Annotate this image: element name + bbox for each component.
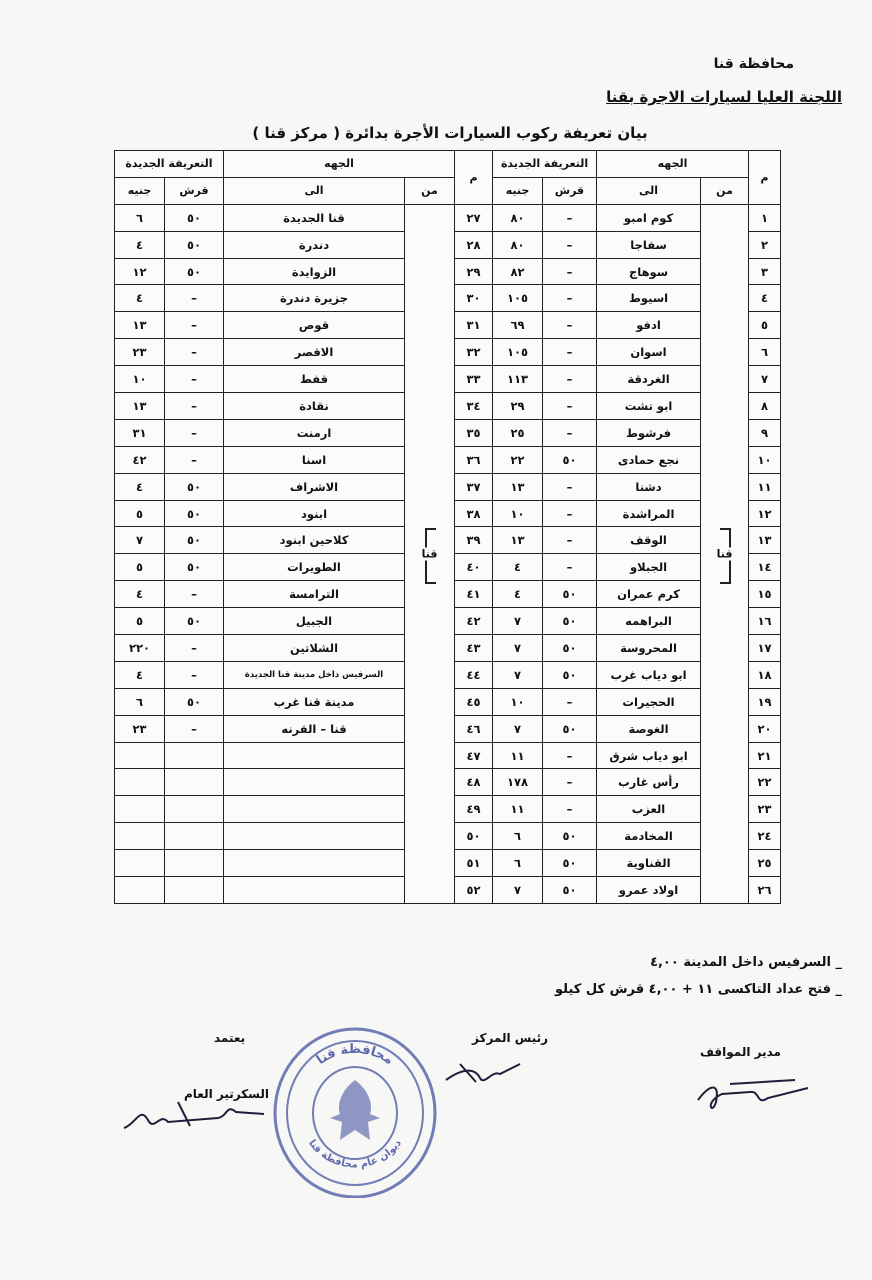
tariff-qirsh: ٥٠ — [543, 446, 597, 473]
header-pound-right: جنيه — [493, 177, 543, 204]
destination — [224, 742, 405, 769]
destination: اسوان — [597, 339, 701, 366]
destination: دشنا — [597, 473, 701, 500]
destination: المحروسة — [597, 635, 701, 662]
destination: كلاحين ابنود — [224, 527, 405, 554]
from-city-label: قنا — [421, 547, 438, 561]
tariff-pound — [115, 823, 165, 850]
service-note: _ السرفيس داخل المدينة ٤,٠٠ — [650, 955, 842, 970]
tariff-qirsh: – — [543, 527, 597, 554]
destination: الجبلاو — [597, 554, 701, 581]
tariff-qirsh: – — [543, 419, 597, 446]
destination: اولاد عمرو — [597, 877, 701, 904]
table-row — [115, 204, 781, 231]
destination: ارمنت — [224, 419, 405, 446]
tariff-qirsh: – — [165, 446, 224, 473]
destination: الترامسة — [224, 581, 405, 608]
seal-graphic — [270, 1018, 440, 1198]
tariff-pound: ١٣ — [493, 527, 543, 554]
row-number: ٣ — [749, 258, 781, 285]
header-pound-left: جنيه — [115, 177, 165, 204]
tariff-pound — [115, 850, 165, 877]
tariff-pound — [115, 742, 165, 769]
seal-top-text: محافظة قنا — [313, 1041, 396, 1069]
svg-text:ديوان عام محافظة قنا — [306, 1138, 404, 1171]
destination: نجع حمادى — [597, 446, 701, 473]
tariff-pound: ١٧٨ — [493, 769, 543, 796]
tariff-qirsh: – — [543, 688, 597, 715]
destination: ابو تشت — [597, 393, 701, 420]
destination: الاقصر — [224, 339, 405, 366]
row-number: ٢٠ — [749, 715, 781, 742]
tariff-pound: ٢٢٠ — [115, 635, 165, 662]
destination: مدينة قنا غرب — [224, 688, 405, 715]
tariff-qirsh: ٥٠ — [165, 258, 224, 285]
tariff-qirsh: – — [543, 742, 597, 769]
destination: اسيوط — [597, 285, 701, 312]
row-number: ١٢ — [749, 500, 781, 527]
tariff-pound: ١١ — [493, 742, 543, 769]
row-number: ٣٢ — [455, 339, 493, 366]
destination: كوم امبو — [597, 204, 701, 231]
destination: كرم عمران — [597, 581, 701, 608]
tariff-pound: ١٠٥ — [493, 285, 543, 312]
tariff-qirsh: – — [165, 312, 224, 339]
manager-signature — [690, 1072, 815, 1117]
row-number: ١٥ — [749, 581, 781, 608]
destination — [224, 769, 405, 796]
tariff-qirsh — [165, 823, 224, 850]
header-from-right: من — [701, 177, 749, 204]
tariff-pound — [115, 877, 165, 904]
governorate-seal — [270, 1018, 440, 1198]
tariff-qirsh: ٥٠ — [543, 581, 597, 608]
row-number: ٤٣ — [455, 635, 493, 662]
manager-label: مدير المواقف — [700, 1045, 781, 1059]
destination: الطويرات — [224, 554, 405, 581]
tariff-qirsh: – — [165, 366, 224, 393]
seal-bottom-text: ديوان عام محافظة قنا — [306, 1137, 404, 1171]
document-title: بيان تعريفة ركوب السيارات الأجرة بدائرة ( مركز قنا ) — [252, 124, 648, 142]
row-number: ٥٢ — [455, 877, 493, 904]
tariff-pound: ٦ — [493, 850, 543, 877]
tariff-qirsh: ٥٠ — [165, 608, 224, 635]
committee-header: اللجنة العليا لسيارات الاجرة بقنا — [606, 88, 842, 106]
destination: دندرة — [224, 231, 405, 258]
tariff-qirsh: ٥٠ — [165, 231, 224, 258]
tariff-qirsh: – — [543, 473, 597, 500]
destination: الحجيرات — [597, 688, 701, 715]
tariff-pound: ١٣ — [115, 312, 165, 339]
destination: ابنود — [224, 500, 405, 527]
tariff-pound: ٨٠ — [493, 204, 543, 231]
tariff-qirsh: ٥٠ — [165, 554, 224, 581]
destination: الوقف — [597, 527, 701, 554]
row-number: ٥٠ — [455, 823, 493, 850]
tariff-qirsh: ٥٠ — [543, 715, 597, 742]
tariff-qirsh: – — [165, 285, 224, 312]
destination: البراهمه — [597, 608, 701, 635]
header-direction-right: الجهه — [597, 151, 749, 178]
center-head-signature — [440, 1052, 525, 1092]
from-cell-left — [405, 204, 455, 903]
destination: جزيرة دندرة — [224, 285, 405, 312]
destination: ابو دياب شرق — [597, 742, 701, 769]
tariff-pound: ٤٢ — [115, 446, 165, 473]
tariff-pound: ٧ — [493, 715, 543, 742]
row-number: ٣٩ — [455, 527, 493, 554]
row-number: ٤٠ — [455, 554, 493, 581]
header-qirsh-left: قرش — [165, 177, 224, 204]
row-number: ١٠ — [749, 446, 781, 473]
tariff-pound: ٤ — [115, 661, 165, 688]
row-number: ٤ — [749, 285, 781, 312]
tariff-pound: ٢٣ — [115, 339, 165, 366]
tariff-pound: ٦ — [493, 823, 543, 850]
header-to-right: الى — [597, 177, 701, 204]
header-tariff-right: التعريفة الجديدة — [493, 151, 597, 178]
row-number: ٢٥ — [749, 850, 781, 877]
destination: قفط — [224, 366, 405, 393]
tariff-qirsh — [165, 796, 224, 823]
row-number: ٤٤ — [455, 661, 493, 688]
tariff-pound — [115, 796, 165, 823]
row-number: ٢٩ — [455, 258, 493, 285]
destination — [224, 877, 405, 904]
tariff-qirsh — [165, 769, 224, 796]
tariff-qirsh: – — [165, 419, 224, 446]
tariff-qirsh: ٥٠ — [543, 850, 597, 877]
row-number: ٤٧ — [455, 742, 493, 769]
tariff-pound: ٧ — [493, 877, 543, 904]
destination — [224, 850, 405, 877]
row-number: ١ — [749, 204, 781, 231]
header-from-left: من — [405, 177, 455, 204]
destination: الاشراف — [224, 473, 405, 500]
row-number: ٢٤ — [749, 823, 781, 850]
tariff-table — [114, 150, 781, 904]
tariff-qirsh: – — [165, 581, 224, 608]
destination: اسنا — [224, 446, 405, 473]
row-number: ٢١ — [749, 742, 781, 769]
tariff-qirsh: – — [543, 231, 597, 258]
destination: قنا الجديدة — [224, 204, 405, 231]
svg-text:محافظة قنا — [314, 1042, 396, 1068]
destination: ادفو — [597, 312, 701, 339]
tariff-qirsh: – — [165, 661, 224, 688]
tariff-pound: ١٢ — [115, 258, 165, 285]
tariff-pound: ٤ — [115, 231, 165, 258]
header-tariff-left: التعريفة الجديدة — [115, 151, 224, 178]
tariff-qirsh: – — [543, 258, 597, 285]
tariff-qirsh: ٥٠ — [543, 608, 597, 635]
tariff-qirsh: ٥٠ — [165, 500, 224, 527]
destination: ابو دياب غرب — [597, 661, 701, 688]
tariff-pound: ٤ — [493, 581, 543, 608]
row-number: ١١ — [749, 473, 781, 500]
row-number: ٣٤ — [455, 393, 493, 420]
tariff-pound: ٧ — [493, 635, 543, 662]
destination: فرشوط — [597, 419, 701, 446]
destination: نقادة — [224, 393, 405, 420]
tariff-pound: ٣١ — [115, 419, 165, 446]
destination: سفاجا — [597, 231, 701, 258]
destination: سوهاج — [597, 258, 701, 285]
secretary-label: السكرتير العام — [184, 1087, 270, 1101]
tariff-qirsh — [165, 850, 224, 877]
header-number-left: م — [455, 151, 493, 205]
tariff-qirsh: – — [543, 500, 597, 527]
tariff-qirsh: – — [543, 554, 597, 581]
header-qirsh-right: قرش — [543, 177, 597, 204]
tariff-pound: ٧ — [493, 661, 543, 688]
taxi-note: _ فتح عداد التاكسى ١١ + ٤,٠٠ قرش كل كيلو — [555, 982, 842, 997]
tariff-qirsh — [165, 877, 224, 904]
tariff-pound: ٤ — [493, 554, 543, 581]
destination: قوص — [224, 312, 405, 339]
tariff-pound: ١١ — [493, 796, 543, 823]
row-number: ٣٥ — [455, 419, 493, 446]
row-number: ٧ — [749, 366, 781, 393]
tariff-qirsh: – — [165, 715, 224, 742]
tariff-pound: ٢٩ — [493, 393, 543, 420]
tariff-qirsh: – — [165, 339, 224, 366]
tariff-qirsh: ٥٠ — [165, 204, 224, 231]
row-number: ٨ — [749, 393, 781, 420]
tariff-pound: ١٠ — [115, 366, 165, 393]
row-number: ١٧ — [749, 635, 781, 662]
tariff-qirsh: ٥٠ — [543, 661, 597, 688]
destination — [224, 823, 405, 850]
tariff-pound: ٤ — [115, 285, 165, 312]
tariff-qirsh: ٥٠ — [543, 635, 597, 662]
header-to-left: الى — [224, 177, 405, 204]
secretary-signature — [118, 1092, 268, 1137]
row-number: ٣٧ — [455, 473, 493, 500]
header-direction-left: الجهه — [224, 151, 455, 178]
row-number: ١٨ — [749, 661, 781, 688]
tariff-qirsh: – — [543, 366, 597, 393]
row-number: ٥ — [749, 312, 781, 339]
tariff-pound: ١١٣ — [493, 366, 543, 393]
tariff-pound: ١٠ — [493, 688, 543, 715]
destination: السرفيس داخل مدينة قنا الجديدة — [224, 661, 405, 688]
row-number: ٤٢ — [455, 608, 493, 635]
destination — [224, 796, 405, 823]
destination: الشلاتين — [224, 635, 405, 662]
tariff-pound: ٦٩ — [493, 312, 543, 339]
row-number: ١٩ — [749, 688, 781, 715]
destination: المخادمة — [597, 823, 701, 850]
tariff-qirsh: ٥٠ — [165, 473, 224, 500]
tariff-table-body — [115, 204, 781, 903]
approved-label: يعتمد — [214, 1031, 246, 1045]
row-number: ٩ — [749, 419, 781, 446]
row-number: ٢٦ — [749, 877, 781, 904]
tariff-pound: ٧ — [493, 608, 543, 635]
tariff-qirsh: – — [543, 285, 597, 312]
tariff-qirsh: – — [543, 312, 597, 339]
destination: المراشدة — [597, 500, 701, 527]
row-number: ١٦ — [749, 608, 781, 635]
tariff-pound: ٢٥ — [493, 419, 543, 446]
center-head-label: رئيس المركز — [472, 1031, 549, 1045]
row-number: ٣٠ — [455, 285, 493, 312]
tariff-pound: ١٠٥ — [493, 339, 543, 366]
tariff-pound: ١٠ — [493, 500, 543, 527]
tariff-pound: ٤ — [115, 473, 165, 500]
row-number: ٤٥ — [455, 688, 493, 715]
tariff-pound: ٢٣ — [115, 715, 165, 742]
tariff-qirsh: ٥٠ — [165, 688, 224, 715]
governorate-header: محافظة قنا — [713, 56, 794, 72]
tariff-qirsh: – — [165, 635, 224, 662]
tariff-pound: ٨٠ — [493, 231, 543, 258]
row-number: ٣٣ — [455, 366, 493, 393]
from-cell-right — [701, 204, 749, 903]
from-city-label: قنا — [716, 547, 733, 561]
tariff-qirsh: – — [165, 393, 224, 420]
row-number: ٦ — [749, 339, 781, 366]
row-number: ٢٧ — [455, 204, 493, 231]
tariff-pound: ٦ — [115, 204, 165, 231]
tariff-qirsh: – — [543, 339, 597, 366]
row-number: ٢ — [749, 231, 781, 258]
row-number: ٤٦ — [455, 715, 493, 742]
row-number: ٢٨ — [455, 231, 493, 258]
tariff-pound: ٢٢ — [493, 446, 543, 473]
tariff-pound: ٧ — [115, 527, 165, 554]
destination: القناوية — [597, 850, 701, 877]
tariff-pound: ٦ — [115, 688, 165, 715]
destination: رأس غارب — [597, 769, 701, 796]
destination: قنا – القرنه — [224, 715, 405, 742]
row-number: ٣٦ — [455, 446, 493, 473]
tariff-pound: ٥ — [115, 500, 165, 527]
row-number: ٤٩ — [455, 796, 493, 823]
row-number: ٤١ — [455, 581, 493, 608]
row-number: ٥١ — [455, 850, 493, 877]
tariff-pound: ٤ — [115, 581, 165, 608]
row-number: ٢٢ — [749, 769, 781, 796]
tariff-qirsh: ٥٠ — [543, 877, 597, 904]
tariff-pound: ٥ — [115, 554, 165, 581]
tariff-qirsh: ٥٠ — [165, 527, 224, 554]
row-number: ٢٣ — [749, 796, 781, 823]
row-number: ٤٨ — [455, 769, 493, 796]
header-number-right: م — [749, 151, 781, 205]
tariff-pound: ٨٢ — [493, 258, 543, 285]
tariff-pound — [115, 769, 165, 796]
row-number: ٣٨ — [455, 500, 493, 527]
row-number: ١٤ — [749, 554, 781, 581]
tariff-qirsh: – — [543, 204, 597, 231]
row-number: ١٣ — [749, 527, 781, 554]
destination: الجبيل — [224, 608, 405, 635]
tariff-qirsh: – — [543, 769, 597, 796]
row-number: ٣١ — [455, 312, 493, 339]
tariff-pound: ١٣ — [493, 473, 543, 500]
tariff-qirsh: – — [543, 393, 597, 420]
tariff-pound: ٥ — [115, 608, 165, 635]
tariff-qirsh: – — [543, 796, 597, 823]
destination: الغوصة — [597, 715, 701, 742]
tariff-qirsh: ٥٠ — [543, 823, 597, 850]
tariff-qirsh — [165, 742, 224, 769]
destination: الزوايدة — [224, 258, 405, 285]
tariff-pound: ١٣ — [115, 393, 165, 420]
destination: العزب — [597, 796, 701, 823]
destination: الغردقة — [597, 366, 701, 393]
